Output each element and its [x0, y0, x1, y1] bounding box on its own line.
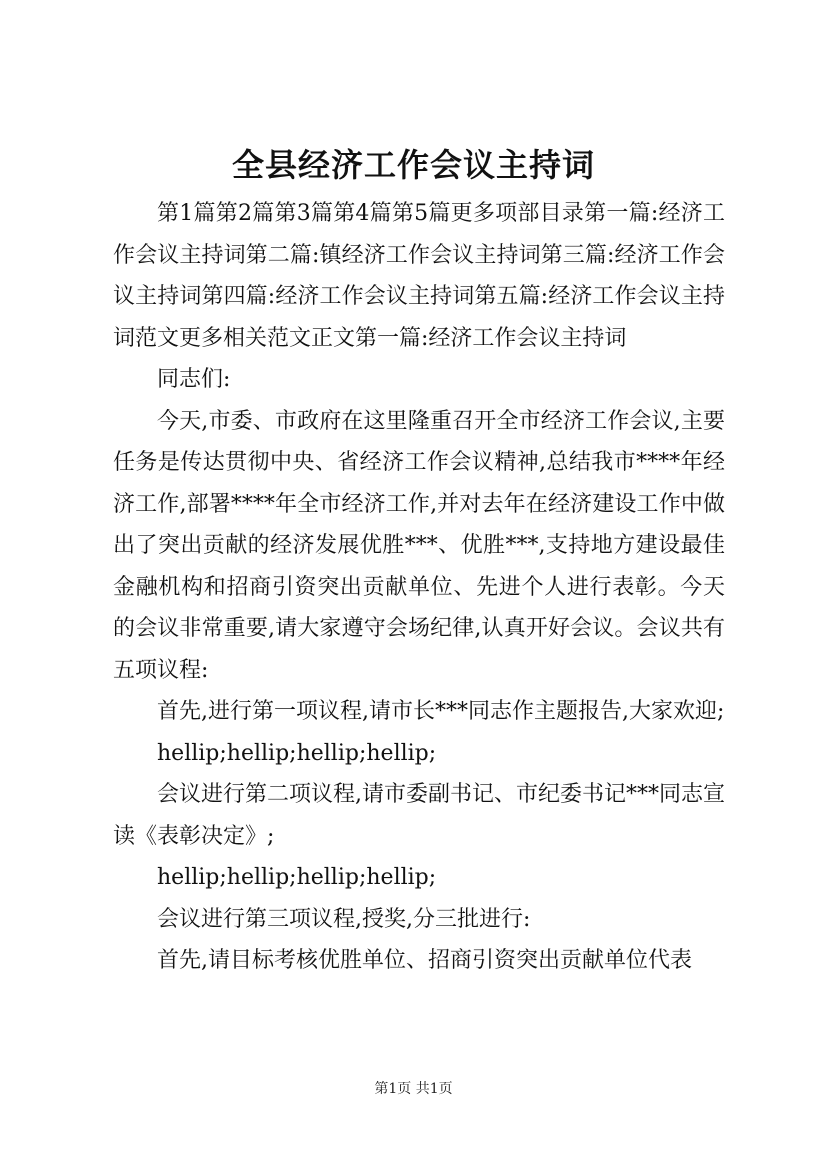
paragraph-agenda-3: 会议进行第三项议程,授奖,分三批进行: [157, 906, 531, 932]
paragraph-agenda-2: 会议进行第二项议程,请市委副书记、市纪委书记***同志宣读《表彰决定》; [113, 782, 725, 849]
paragraph-ellipsis-2: hellip;hellip;hellip;hellip; [157, 865, 437, 890]
document-title: 全县经济工作会议主持词 [231, 146, 595, 184]
paragraph-ellipsis-1: hellip;hellip;hellip;hellip; [157, 740, 437, 766]
paragraph-awards: 首先,请目标考核优胜单位、招商引资突出贡献单位代表 [157, 948, 692, 973]
paragraph-contents: 第1篇第2篇第3篇第4篇第5篇更多项部目录第一篇:经济工作会议主持词第二篇:镇经济工作会议主持词第三篇:经济工作会议主持词第四篇:经济工作会议主持词第五篇:经济工作会议主持词范文更多相关范文正文第一篇:经济工作会议主持词 [113, 201, 725, 351]
paragraph-opening: 今天,市委、市政府在这里隆重召开全市经济工作会议,主要任务是传达贯彻中央、省经济工作会议精神,总结我市****年经济工作,部署****年全市经济工作,并对去年在经济建设工作中做出了突出贡献的经济发展优胜***、优胜***,支持地方建设最佳金融机构和招商引资突出贡献单位、先进个人进行表彰。今天的会议非常重要,请大家遵守会场纪律,认真开好会议。会议共有五项议程: [113, 408, 725, 683]
page-footer: 第1页 共1页 [374, 1081, 453, 1097]
document-body [113, 193, 725, 982]
paragraph-greeting: 同志们: [157, 367, 231, 392]
paragraph-agenda-1: 首先,进行第一项议程,请市长***同志作主题报告,大家欢迎; [157, 699, 725, 724]
